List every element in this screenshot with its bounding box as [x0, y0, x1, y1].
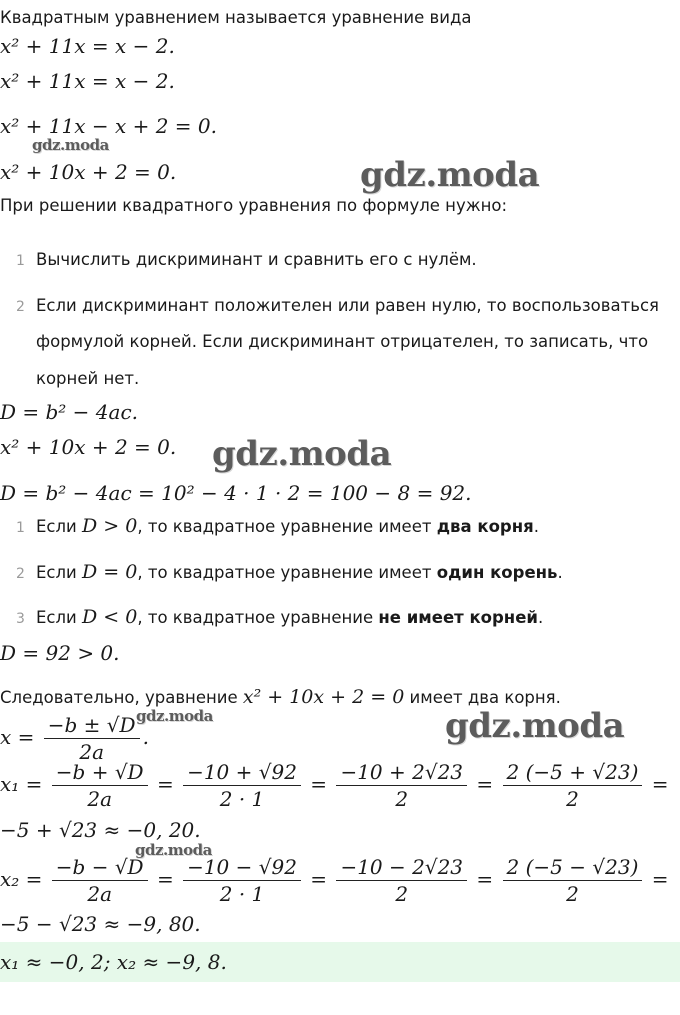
answer-box — [0, 942, 680, 982]
root-formula: x = $\frac{-b \pm √D}{2a}$ . — [0, 713, 149, 764]
equation-5: x² + 10x + 2 = 0. — [0, 435, 177, 459]
watermark: gdz.moda — [136, 707, 213, 725]
watermark: gdz.moda — [32, 136, 109, 154]
case-number: 3 — [16, 611, 25, 627]
watermark: gdz.moda — [212, 434, 392, 474]
equation-2: x² + 11x = x − 2. — [0, 69, 175, 93]
x1-result: −5 + √23 ≈ −0, 20. — [0, 818, 201, 842]
step-text: Вычислить дискриминант и сравнить его с нулём. — [36, 250, 477, 269]
conclusion: Следовательно, уравнение x² + 10x + 2 = 0 имеет два корня. — [0, 686, 561, 708]
watermark: gdz.moda — [135, 841, 212, 859]
step-number: 2 — [16, 299, 25, 315]
case-item: Если D < 0, то квадратное уравнение не имеет корней. — [36, 606, 544, 628]
answer-text: x₁ ≈ −0, 2; x₂ ≈ −9, 8. — [0, 950, 227, 974]
watermark: gdz.moda — [360, 155, 540, 195]
formula-intro: При решении квадратного уравнения по формуле нужно: — [0, 196, 508, 215]
equation-3: x² + 11x − x + 2 = 0. — [0, 114, 218, 138]
equation-4: x² + 10x + 2 = 0. — [0, 160, 177, 184]
equation-1: x² + 11x = x − 2. — [0, 34, 175, 58]
step-text: Если дискриминант положителен или равен нулю, то воспользоваться — [36, 296, 659, 315]
case-item: Если D > 0, то квадратное уравнение имеет два корня. — [36, 515, 539, 537]
case-item: Если D = 0, то квадратное уравнение имеет один корень. — [36, 561, 563, 583]
step-number: 1 — [16, 253, 25, 269]
step-text: корней нет. — [36, 369, 140, 388]
watermark: gdz.moda — [445, 706, 625, 746]
discriminant-formula: D = b² − 4ac. — [0, 400, 139, 424]
intro-text: Квадратным уравнением называется уравнение вида — [0, 8, 472, 27]
case-number: 2 — [16, 566, 25, 582]
step-text: формулой корней. Если дискриминант отрицателен, то записать, что — [36, 332, 649, 351]
x2-result: −5 − √23 ≈ −9, 80. — [0, 912, 201, 936]
discriminant-calc: D = b² − 4ac = 10² − 4 · 1 · 2 = 100 − 8 = 92. — [0, 481, 472, 505]
x1-derivation: x₁ = $\frac{-b + √D}{2a}$ = $\frac{-10 + √92}{2 \cdot 1}$ = $\frac{-10 + 2√23}{2}$ = $\frac{2 (-5 + √23)}{2}$ = — [0, 760, 669, 811]
case-number: 1 — [16, 520, 25, 536]
x2-derivation: x₂ = $\frac{-b - √D}{2a}$ = $\frac{-10 - √92}{2 \cdot 1}$ = $\frac{-10 - 2√23}{2}$ = $\frac{2 (-5 - √23)}{2}$ = — [0, 855, 669, 906]
discriminant-result: D = 92 > 0. — [0, 641, 120, 665]
